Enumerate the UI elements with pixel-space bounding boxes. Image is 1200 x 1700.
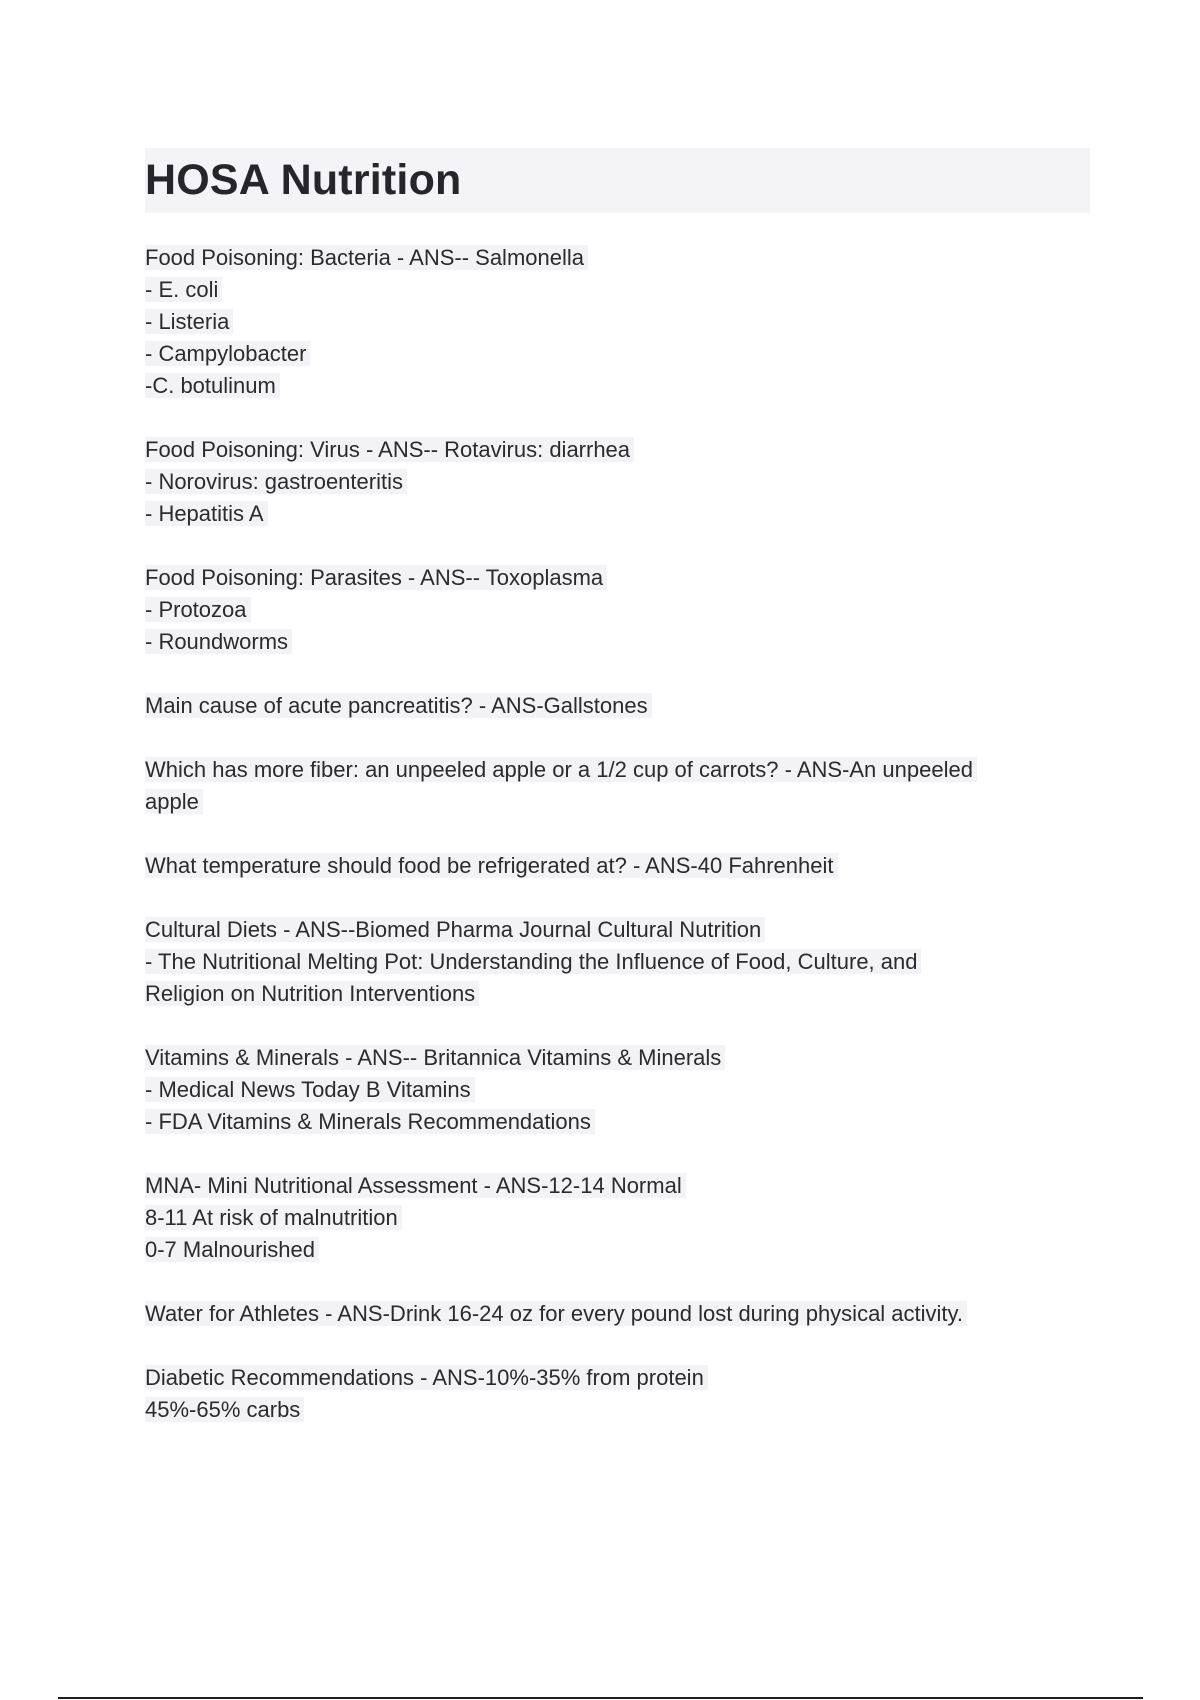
card-question: Water for Athletes - ANS-Drink 16-24 oz for every pound lost during physical activity. xyxy=(145,1301,967,1326)
flashcard xyxy=(145,434,1090,530)
document-page xyxy=(145,148,1090,1458)
card-answer-line: - Campylobacter xyxy=(145,341,310,366)
card-answer-line: 8-11 At risk of malnutrition xyxy=(145,1205,402,1230)
card-answer-line: 45%-65% carbs xyxy=(145,1397,304,1422)
page-title: HOSA Nutrition xyxy=(145,156,462,204)
card-answer-line: - Listeria xyxy=(145,309,233,334)
card-answer-line: - E. coli xyxy=(145,277,222,302)
flashcard xyxy=(145,242,1090,402)
page-bottom-rule xyxy=(58,1697,1143,1699)
flashcard xyxy=(145,1362,1090,1426)
flashcard xyxy=(145,690,1090,722)
title-band xyxy=(145,148,1090,213)
card-question: Food Poisoning: Virus - ANS-- Rotavirus: diarrhea xyxy=(145,437,634,462)
card-answer-line: apple xyxy=(145,789,203,814)
card-question: Main cause of acute pancreatitis? - ANS-Gallstones xyxy=(145,693,652,718)
flashcard xyxy=(145,914,1090,1010)
card-question: Cultural Diets - ANS--Biomed Pharma Journal Cultural Nutrition xyxy=(145,917,765,942)
card-question: Which has more fiber: an unpeeled apple or a 1/2 cup of carrots? - ANS-An unpeeled xyxy=(145,757,977,782)
card-answer-line: - Roundworms xyxy=(145,629,292,654)
card-answer-line: - FDA Vitamins & Minerals Recommendations xyxy=(145,1109,595,1134)
card-question: Diabetic Recommendations - ANS-10%-35% from protein xyxy=(145,1365,708,1390)
card-answer-line: - Medical News Today B Vitamins xyxy=(145,1077,475,1102)
card-question: Vitamins & Minerals - ANS-- Britannica Vitamins & Minerals xyxy=(145,1045,725,1070)
card-answer-line: -C. botulinum xyxy=(145,373,280,398)
card-question: Food Poisoning: Bacteria - ANS-- Salmonella xyxy=(145,245,588,270)
card-answer-line: - Norovirus: gastroenteritis xyxy=(145,469,407,494)
card-answer-line: 0-7 Malnourished xyxy=(145,1237,319,1262)
card-question: MNA- Mini Nutritional Assessment - ANS-12-14 Normal xyxy=(145,1173,686,1198)
flashcard xyxy=(145,1298,1090,1330)
card-question: Food Poisoning: Parasites - ANS-- Toxoplasma xyxy=(145,565,607,590)
card-answer-line: - Hepatitis A xyxy=(145,501,268,526)
flashcard xyxy=(145,1042,1090,1138)
card-answer-line: - The Nutritional Melting Pot: Understanding the Influence of Food, Culture, and xyxy=(145,949,921,974)
card-question: What temperature should food be refrigerated at? - ANS-40 Fahrenheit xyxy=(145,853,838,878)
flashcard xyxy=(145,1170,1090,1266)
flashcard xyxy=(145,754,1090,818)
flashcard xyxy=(145,562,1090,658)
card-answer-line: - Protozoa xyxy=(145,597,251,622)
card-answer-line: Religion on Nutrition Interventions xyxy=(145,981,479,1006)
flashcard xyxy=(145,850,1090,882)
